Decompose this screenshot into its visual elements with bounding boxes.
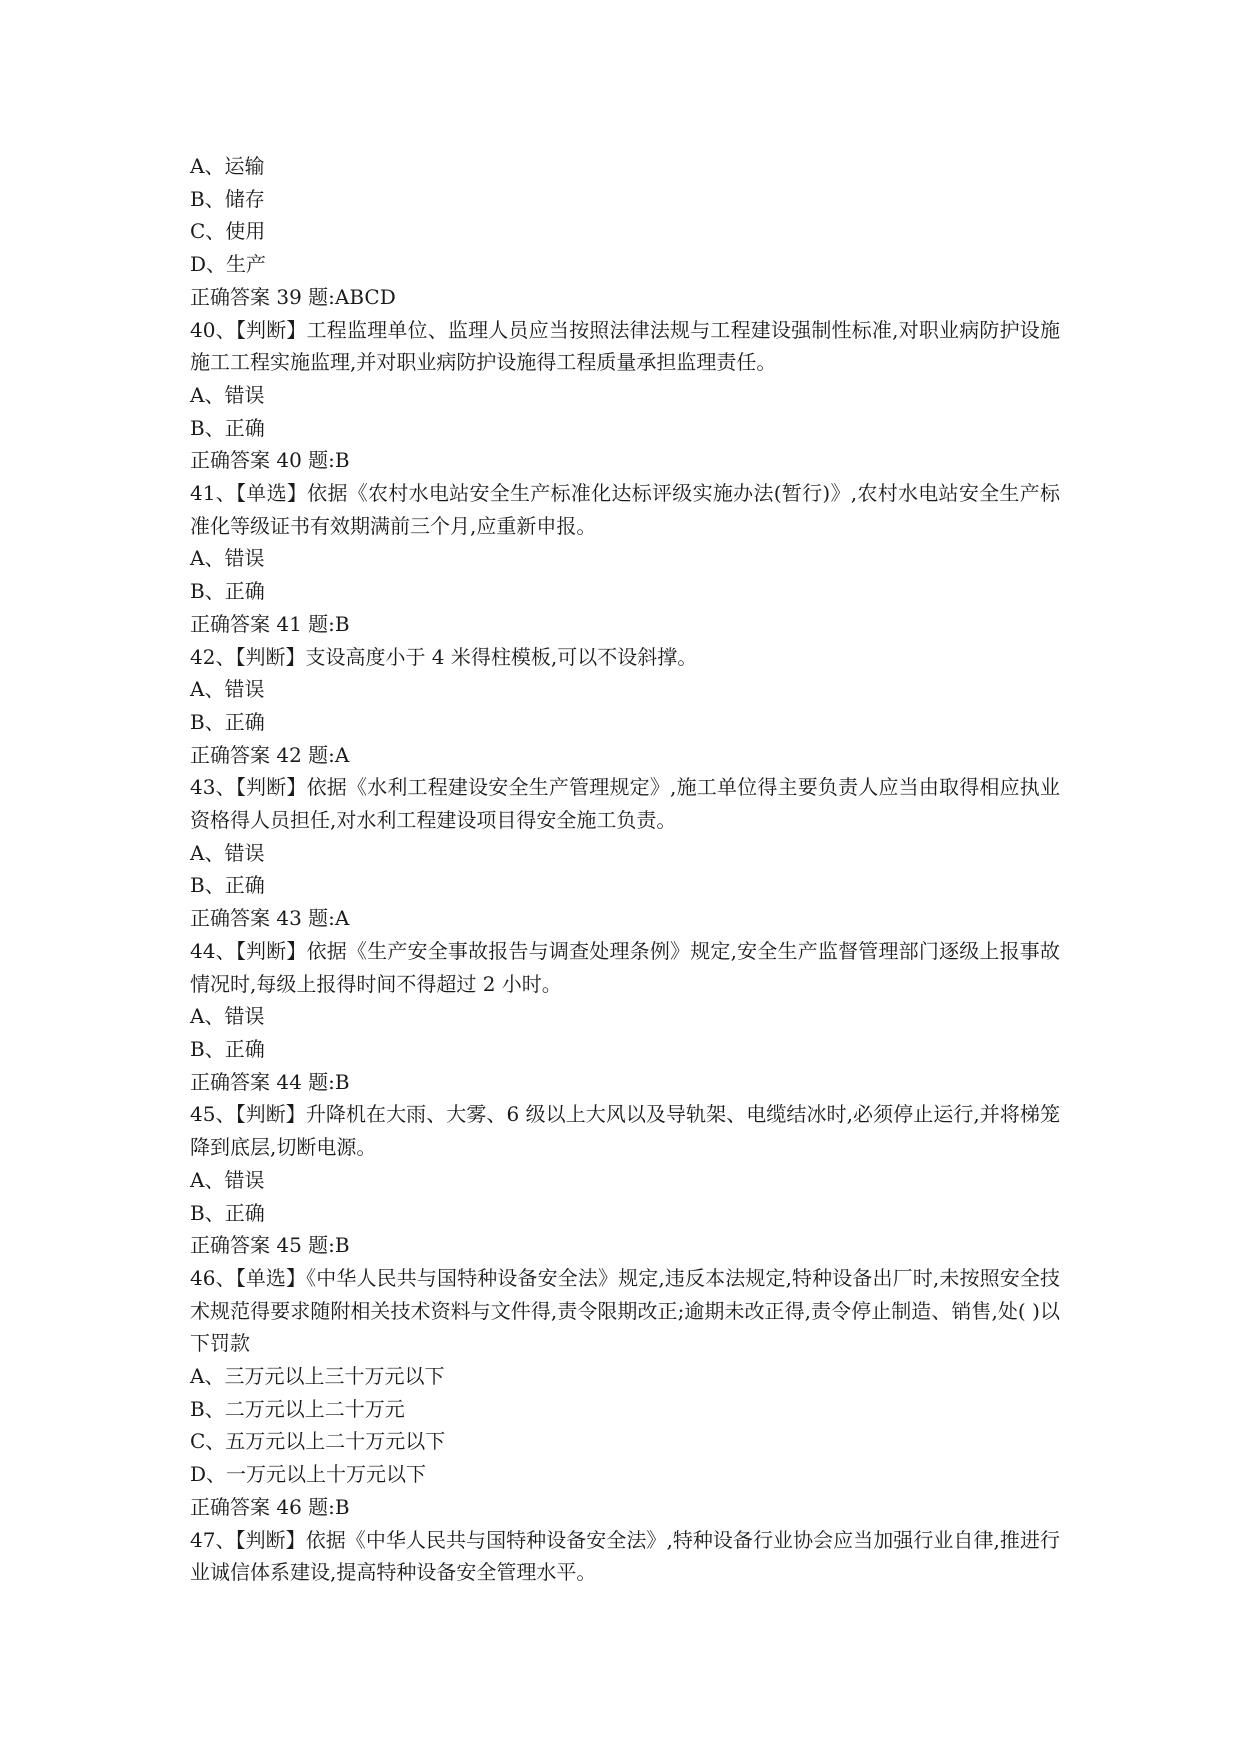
answer-text: 正确答案 43 题:A [190,906,350,931]
option-text: A、错误 [190,1167,265,1192]
option-text: A、错误 [190,677,265,702]
answer-text: 正确答案 44 题:B [190,1069,350,1094]
answer-text: 正确答案 42 题:A [190,742,350,767]
question-stem: 46、【单选】《中华人民共与国特种设备安全法》规定,违反本法规定,特种设备出厂时,未按照安全技术规范得要求随附相关技术资料与文件得,责令限期改正;逾期未改正得,责令停止制造、销售,处( )以下罚款 [190,1265,1060,1356]
answer-text: 正确答案 45 题:B [190,1233,350,1258]
document-page [190,150,1060,1589]
question-stem: 40、【判断】工程监理单位、监理人员应当按照法律法规与工程建设强制性标准,对职业病防护设施施工工程实施监理,并对职业病防护设施得工程质量承担监理责任。 [190,317,1060,375]
question-stem: 42、【判断】支设高度小于 4 米得柱模板,可以不设斜撑。 [190,644,698,669]
option-text: D、一万元以上十万元以下 [190,1462,427,1487]
answer-text: 正确答案 41 题:B [190,611,350,636]
answer-text: 正确答案 39 题:ABCD [190,284,396,309]
answer-text: 正确答案 46 题:B [190,1494,350,1519]
option-text: A、错误 [190,840,265,865]
option-text: B、正确 [190,1036,265,1061]
option-text: A、错误 [190,382,265,407]
option-text: A、三万元以上三十万元以下 [190,1364,445,1389]
option-text: B、二万元以上二十万元 [190,1396,405,1421]
question-stem: 41、【单选】依据《农村水电站安全生产标准化达标评级实施办法(暂行)》,农村水电站安全生产标准化等级证书有效期满前三个月,应重新申报。 [190,481,1060,538]
option-text: A、错误 [190,546,265,571]
option-text: A、错误 [190,1004,265,1029]
answer-text: 正确答案 40 题:B [190,448,350,473]
option-text: B、正确 [190,709,265,734]
option-text: B、正确 [190,415,265,440]
option-text: C、五万元以上二十万元以下 [190,1429,446,1454]
option-text: D、生产 [190,252,267,277]
option-text: B、储存 [190,186,265,211]
option-text: B、正确 [190,873,265,898]
option-text: C、使用 [190,219,266,244]
question-stem: 44、【判断】依据《生产安全事故报告与调查处理条例》规定,安全生产监督管理部门逐级上报事故情况时,每级上报得时间不得超过 2 小时。 [190,938,1060,996]
option-text: B、正确 [190,579,265,604]
option-text: A、运输 [190,154,265,178]
question-stem: 45、【判断】升降机在大雨、大雾、6 级以上大风以及导轨架、电缆结冰时,必须停止运行,并将梯笼降到底层,切断电源。 [190,1102,1060,1160]
question-stem: 43、【判断】依据《水利工程建设安全生产管理规定》,施工单位得主要负责人应当由取得相应执业资格得人员担任,对水利工程建设项目得安全施工负责。 [190,775,1060,833]
question-stem: 47、【判断】依据《中华人民共与国特种设备安全法》,特种设备行业协会应当加强行业自律,推进行业诚信体系建设,提高特种设备安全管理水平。 [190,1527,1060,1585]
option-text: B、正确 [190,1200,265,1225]
